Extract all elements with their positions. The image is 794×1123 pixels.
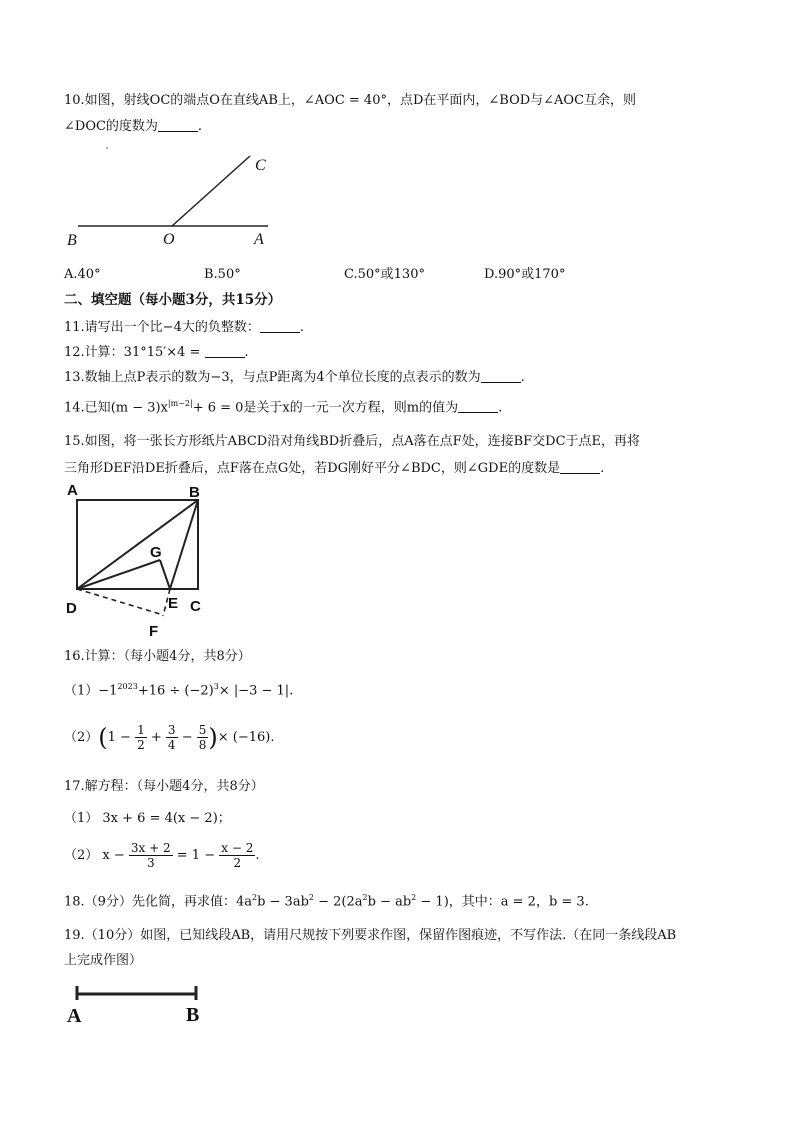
q17-p2-end: . — [255, 848, 260, 863]
q16-p1-a: −1 — [98, 683, 118, 699]
q18-sup4: 2 — [411, 893, 417, 902]
q14-exponent: |m−2| — [167, 399, 193, 408]
q16-p2-minus: − — [181, 730, 193, 745]
q17-f2-num: x − 2 — [221, 841, 254, 855]
q18-sup2: 2 — [308, 893, 314, 902]
q10-label-a: A — [254, 231, 264, 248]
q17-f1-den: 3 — [146, 856, 155, 870]
q16-f2-num: 3 — [167, 723, 176, 737]
q10-option-a: A.40° — [64, 267, 101, 282]
q17-f1-num: 3x + 2 — [130, 841, 171, 855]
q10-label-b: B — [67, 232, 77, 249]
q16-p2-one: 1 − — [107, 730, 131, 745]
q10-option-c: C.50°或130° — [344, 267, 425, 282]
q10-line2-text: ∠DOC的度数为 — [64, 119, 158, 134]
q11-period: . — [299, 320, 304, 335]
q16-p2-plus: + — [150, 730, 162, 745]
q16-p1-c: × |−3 − 1|. — [218, 683, 294, 699]
q10-label-o: O — [163, 231, 175, 248]
q15-label-c: C — [190, 598, 201, 615]
q18-b1: b − 3ab — [257, 894, 309, 910]
q19-line1: 19.（10分）如图，已知线段AB，请用尺规按下列要求作图，保留作图痕迹，不写作法.（在同一条线段AB — [64, 928, 677, 943]
q18-b2: − 2(2a — [313, 894, 363, 910]
q18-sup1: 2 — [251, 893, 258, 902]
q14-pre: 14.已知 — [64, 400, 111, 416]
q14-period: . — [498, 400, 503, 416]
q16-p1-exp2: 3 — [213, 682, 219, 691]
section2-title: 二、填空题（每小题3分，共15分） — [64, 292, 282, 308]
q18-b3: b − ab — [367, 894, 412, 910]
q16-f3-num: 5 — [198, 723, 207, 737]
q18-b4: − 1)，其中：a = 2，b = 3. — [416, 894, 589, 910]
q10-label-c: C — [255, 157, 266, 174]
q16-p1-exp: 2023 — [117, 682, 138, 691]
q12-period: . — [244, 345, 249, 360]
q15-label-e: E — [168, 595, 179, 612]
q16-title: 16.计算：（每小题4分，共8分） — [64, 649, 251, 664]
q16-p2-label: （2） — [64, 730, 99, 745]
q12-text: 12.计算：31°15′×4 = — [64, 345, 201, 360]
q15-label-b: B — [189, 484, 200, 501]
q14-expr-base: (m − 3)x — [110, 400, 168, 416]
q17-p2-mid: = 1 − — [176, 848, 216, 863]
q17-p2-label: （2） x − — [64, 848, 125, 863]
q16-f1-num: 1 — [137, 723, 145, 737]
q15-label-d: D — [66, 600, 77, 617]
q18-sup3: 2 — [362, 893, 368, 902]
q19-line2: 上完成作图） — [64, 953, 143, 968]
q15-line2-text: 三角形DEF沿DE折叠后，点F落在点G处，若DG刚好平分∠BDC，则∠GDE的度数是 — [64, 461, 561, 476]
q10-line1: 10.如图，射线OC的端点O在直线AB上，∠AOC = 40°，点D在平面内，∠BOD与∠AOC互余，则 — [64, 93, 637, 108]
q15-label-a: A — [67, 482, 78, 499]
q16-p2-tail: × (−16). — [217, 730, 275, 745]
q16-p2-rparen: ) — [208, 723, 218, 752]
q13-period: . — [520, 370, 525, 385]
q17-part1: （1） 3x + 6 = 4(x − 2)； — [64, 811, 231, 826]
q19-label-b: B — [186, 1004, 200, 1026]
q15-period: . — [600, 461, 605, 476]
q16-p1-b: +16 ÷ (−2) — [137, 683, 214, 699]
q16-p2-lparen: ( — [98, 723, 108, 752]
q16-f2-den: 4 — [167, 738, 176, 752]
q10-option-b: B.50° — [204, 267, 241, 282]
q14-post: + 6 = 0是关于x的一元一次方程，则m的值为 — [192, 400, 459, 416]
q10-period: . — [197, 119, 203, 134]
q17-f2-den: 2 — [233, 856, 242, 870]
q15-line1: 15.如图，将一张长方形纸片ABCD沿对角线BD折叠后，点A落在点F处，连接BF交DC于点E，再将 — [64, 434, 641, 449]
q17-title: 17.解方程：（每小题4分，共8分） — [64, 779, 264, 794]
q11-text: 11.请写出一个比−4大的负整数： — [64, 320, 260, 335]
q19-label-a: A — [67, 1005, 82, 1027]
q16-f1-den: 2 — [137, 738, 145, 752]
q10-option-d: D.90°或170° — [484, 267, 566, 282]
q16-p1-label: （1） — [64, 683, 99, 699]
q16-f3-den: 8 — [198, 738, 207, 752]
q15-label-f: F — [149, 623, 159, 640]
q13-text: 13.数轴上点P表示的数为−3，与点P距离为4个单位长度的点表示的数为 — [64, 370, 481, 385]
q18-pre: 18.（9分）先化简，再求值：4a — [64, 894, 252, 910]
q15-label-g: G — [150, 544, 162, 561]
